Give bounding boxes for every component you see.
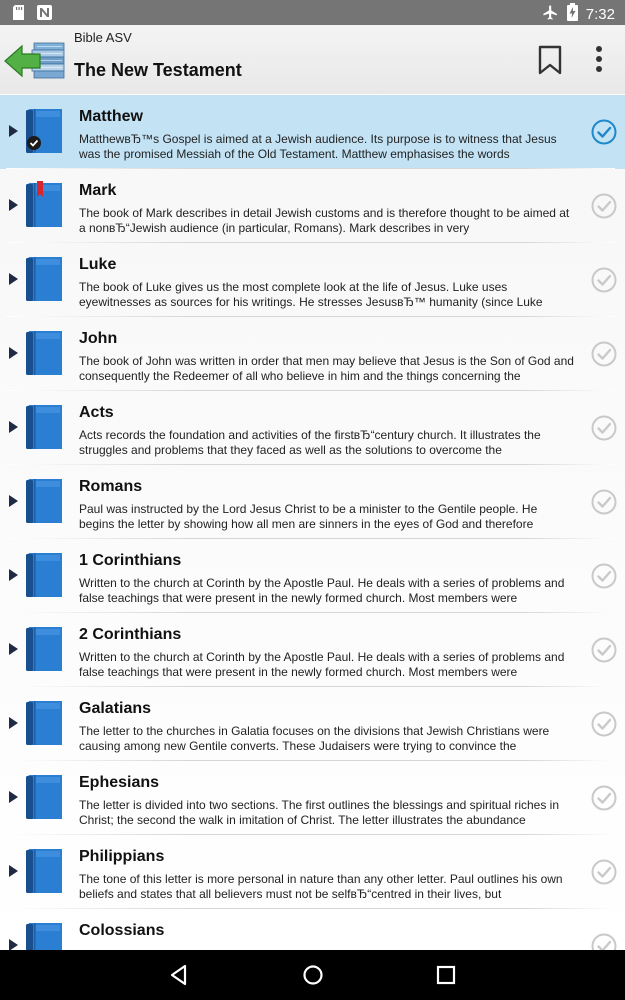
book-icon [24, 847, 64, 895]
unread-check-icon[interactable] [591, 933, 617, 950]
book-name: 2 Corinthians [79, 626, 182, 643]
overflow-menu-icon[interactable] [588, 43, 610, 77]
book-icon [24, 699, 64, 747]
book-icon [24, 255, 64, 303]
book-row[interactable] [0, 465, 625, 539]
book-description: Acts records the foundation and activities of the firstвЂ“century church. It illustrates the struggles and problems that they faced as well as the solutions to overcome the [79, 428, 541, 457]
bookmark-icon[interactable] [536, 45, 564, 75]
unread-check-icon[interactable] [591, 267, 617, 293]
book-row[interactable] [0, 761, 625, 835]
book-row[interactable] [0, 909, 625, 950]
book-row[interactable] [0, 539, 625, 613]
unread-check-icon[interactable] [591, 711, 617, 737]
action-bar [0, 25, 625, 94]
expand-arrow-icon[interactable] [9, 347, 18, 359]
book-icon [24, 921, 64, 950]
book-description: The tone of this letter is more personal in nature than any other letter. Paul outlines his own beliefs and states that all believers must not be selfвЂ“centred in their lives, but [79, 872, 563, 901]
expand-arrow-icon[interactable] [9, 791, 18, 803]
no-signal-icon [37, 5, 52, 20]
book-description: The letter is divided into two sections. The first outlines the blessings and spiritual riches in Christ; the second the walk in imitation of Christ. The letter illustrates the abundance [79, 798, 560, 827]
unread-check-icon[interactable] [591, 785, 617, 811]
book-name: Acts [79, 404, 114, 421]
book-description: Paul was instructed by the Lord Jesus Christ to be a minister to the Gentile people. He begins the letter by showing how all men are sinners in the eyes of God and therefore [79, 502, 538, 531]
page-title: The New Testament [74, 60, 242, 80]
unread-check-icon[interactable] [591, 415, 617, 441]
app-subtitle: Bible ASV [74, 30, 132, 45]
expand-arrow-icon[interactable] [9, 569, 18, 581]
book-description: The book of John was written in order that men may believe that Jesus is the Son of God and consequently the Redeemer of all who believe in him and the things concerning the [79, 354, 574, 383]
unread-check-icon[interactable] [591, 489, 617, 515]
clock-time: 7:32 [585, 6, 615, 23]
book-icon [24, 773, 64, 821]
expand-arrow-icon[interactable] [9, 421, 18, 433]
book-description: MatthewвЂ™s Gospel is aimed at a Jewish audience. Its purpose is to witness that Jesus was the promised Messiah of the Old Testament. Matthew emphasises the words [79, 132, 557, 161]
book-name: Colossians [79, 922, 165, 939]
sd-card-icon [12, 5, 25, 20]
book-name: Philippians [79, 848, 165, 865]
expand-arrow-icon[interactable] [9, 939, 18, 950]
battery-charging-icon [567, 3, 578, 26]
unread-check-icon[interactable] [591, 341, 617, 367]
expand-arrow-icon[interactable] [9, 643, 18, 655]
read-check-icon[interactable] [591, 119, 617, 145]
book-name: Luke [79, 256, 117, 273]
unread-check-icon[interactable] [591, 563, 617, 589]
expand-arrow-icon[interactable] [9, 717, 18, 729]
expand-arrow-icon[interactable] [9, 495, 18, 507]
book-row[interactable] [0, 169, 625, 243]
airplane-mode-icon [542, 4, 559, 26]
book-name: Ephesians [79, 774, 160, 791]
book-name: John [79, 330, 118, 347]
expand-arrow-icon[interactable] [9, 199, 18, 211]
book-row[interactable] [0, 391, 625, 465]
book-icon [24, 403, 64, 451]
book-name: Romans [79, 478, 143, 495]
book-description: Written to the church at Corinth by the Apostle Paul. He deals with a series of problems and false teachings that were present in the newly formed church. Most members were [79, 650, 565, 679]
book-name: Mark [79, 182, 117, 199]
book-row[interactable] [0, 317, 625, 391]
nav-back-icon[interactable] [166, 962, 192, 988]
book-row[interactable] [0, 835, 625, 909]
status-bar [0, 0, 625, 25]
book-row[interactable] [0, 613, 625, 687]
nav-home-icon[interactable] [300, 962, 326, 988]
unread-check-icon[interactable] [591, 637, 617, 663]
book-name: 1 Corinthians [79, 552, 182, 569]
book-row[interactable] [0, 687, 625, 761]
book-icon [24, 329, 64, 377]
book-description: The book of Luke gives us the most complete look at the life of Jesus. Luke uses eyewitnesses as sources for his writings. He stresses JesusвЂ™ humanity (since Luke [79, 280, 543, 309]
expand-arrow-icon[interactable] [9, 273, 18, 285]
unread-check-icon[interactable] [591, 859, 617, 885]
unread-check-icon[interactable] [591, 193, 617, 219]
book-description: Written to the church at Corinth by the Apostle Paul. He deals with a series of problems and false teachings that were present in the newly formed church. Most members were [79, 576, 565, 605]
back-arrow-books-icon[interactable] [4, 39, 68, 85]
book-list [0, 95, 625, 950]
navigation-bar [0, 950, 625, 1000]
book-name: Matthew [79, 108, 143, 125]
book-icon [24, 625, 64, 673]
book-read-icon [24, 107, 64, 155]
book-name: Galatians [79, 700, 152, 717]
book-icon [24, 477, 64, 525]
book-description: The book of Mark describes in detail Jewish customs and is therefore thought to be aimed at a nonвЂ“Jewish audience (in particular, Romans). Mark describes in very [79, 206, 570, 235]
book-row[interactable] [0, 243, 625, 317]
nav-recents-icon[interactable] [433, 962, 459, 988]
book-row[interactable] [0, 95, 625, 169]
book-description: The letter to the churches in Galatia focuses on the divisions that Jewish Christians were causing among new Gentile converts. These Judaisers were trying to convince the [79, 724, 550, 753]
expand-arrow-icon[interactable] [9, 865, 18, 877]
bookmarked-book-icon [24, 181, 64, 229]
book-icon [24, 551, 64, 599]
expand-arrow-icon[interactable] [9, 125, 18, 137]
